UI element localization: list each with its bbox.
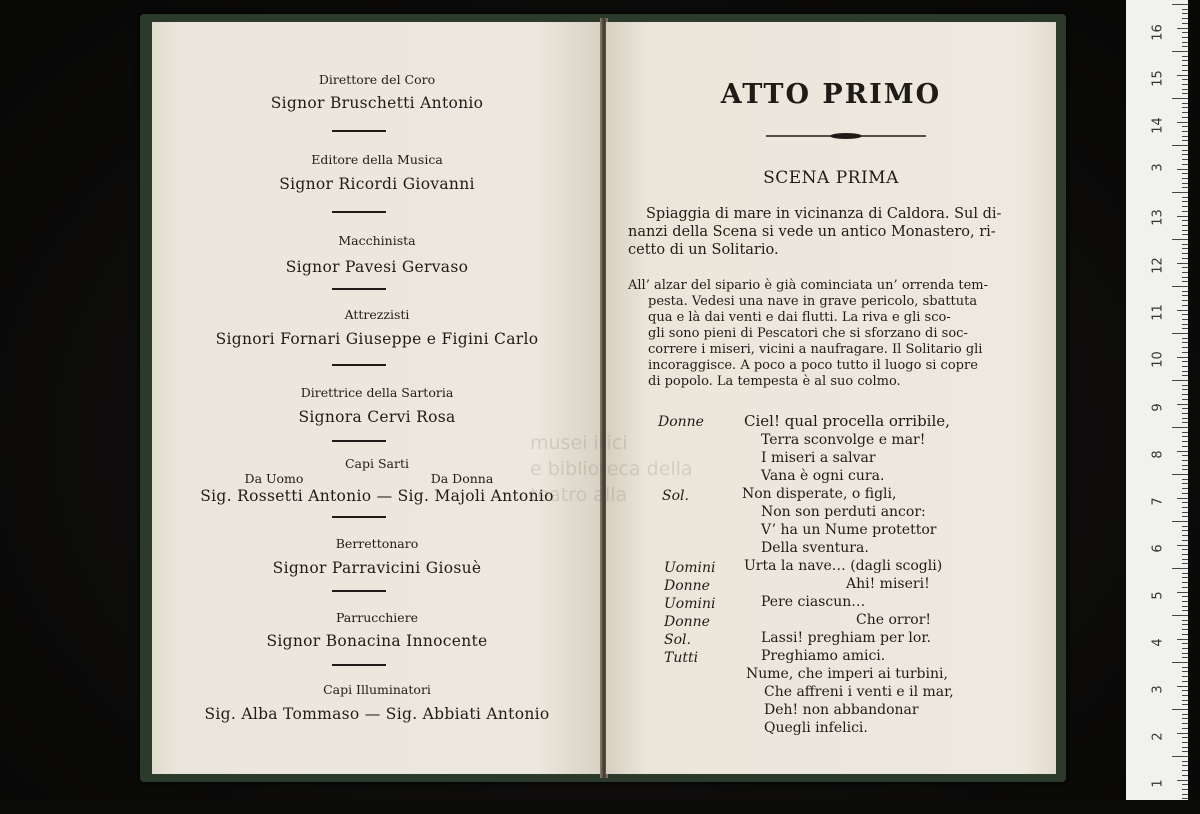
ruler-tick (1177, 639, 1188, 640)
ruler-tick (1182, 126, 1188, 127)
ruler-tick (1182, 413, 1188, 414)
ruler-tick (1182, 620, 1188, 621)
ruler-tick (1182, 465, 1188, 466)
ruler-tick (1182, 559, 1188, 560)
ruler-tick (1182, 13, 1188, 14)
credit-name: Sig. Rossetti Antonio — Sig. Majoli Antonio (200, 487, 554, 505)
ruler-tick (1172, 380, 1188, 381)
ruler-tick (1182, 634, 1188, 635)
verse-line: Non disperate, o figli, (742, 486, 897, 502)
ruler-tick (1177, 592, 1188, 593)
ruler-tick (1182, 173, 1188, 174)
verse-line: Che affreni i venti e il mar, (764, 684, 954, 700)
ruler-tick (1182, 159, 1188, 160)
ruler-tick (1177, 780, 1188, 781)
ruler-tick (1172, 756, 1188, 757)
ruler-tick (1182, 291, 1188, 292)
ruler-tick (1172, 51, 1188, 52)
verse-line: Ciel! qual procella orribile, (744, 412, 950, 430)
watermark (530, 430, 693, 508)
ruler-tick (1182, 46, 1188, 47)
stage-direction-line: correre i miseri, vicini a naufragare. Il Solitario gli (648, 342, 983, 357)
ruler-tick (1172, 333, 1188, 334)
credit-role: Direttrice della Sartoria (300, 385, 454, 400)
ruler-tick (1182, 89, 1188, 90)
verse-line: Deh! non abbandonar (764, 702, 919, 718)
ruler-mark: 10 (1150, 351, 1166, 368)
ruler-tick (1172, 4, 1188, 5)
ruler-tick (1182, 479, 1188, 480)
setting-line: nanzi della Scena si vede un antico Monastero, ri- (628, 224, 996, 240)
setting-line: cetto di un Solitario. (628, 242, 779, 258)
credit-role: Direttore del Coro (318, 72, 436, 87)
credit-role: Parrucchiere (335, 610, 419, 625)
ruler-tick (1182, 65, 1188, 66)
ruler-tick (1182, 281, 1188, 282)
ruler-tick (1182, 751, 1188, 752)
ruler-tick (1182, 502, 1188, 503)
ruler-tick (1182, 460, 1188, 461)
ornament-rule (766, 130, 926, 142)
ruler-tick (1177, 28, 1188, 29)
watermark-line: teatro alla (530, 484, 628, 506)
ruler-tick (1182, 530, 1188, 531)
ruler-tick (1182, 540, 1188, 541)
stage-direction-line: qua e là dai venti e dai flutti. La riva e gli sco- (648, 310, 951, 325)
ruler-tick (1182, 700, 1188, 701)
ruler-tick (1182, 526, 1188, 527)
ruler-mark: 9 (1150, 403, 1166, 412)
ruler-tick (1182, 704, 1188, 705)
ruler-tick (1182, 441, 1188, 442)
ruler-tick (1177, 686, 1188, 687)
verse-line: Urta la nave… (dagli scogli) (744, 558, 943, 574)
ruler-tick (1182, 549, 1188, 550)
ruler-tick (1182, 178, 1188, 179)
ruler-tick (1177, 216, 1188, 217)
ruler-mark: 16 (1150, 24, 1166, 41)
speaker-label: Donne (658, 414, 704, 430)
ruler-tick (1182, 765, 1188, 766)
ruler-tick (1172, 521, 1188, 522)
ruler-tick (1182, 164, 1188, 165)
ruler-tick (1182, 70, 1188, 71)
credit-name: Signor Parravicini Giosuè (272, 559, 482, 577)
ruler-tick (1182, 248, 1188, 249)
ruler-tick (1182, 352, 1188, 353)
verse-line: Lassi! preghiam per lor. (761, 630, 931, 646)
ruler-tick (1182, 187, 1188, 188)
scene-title: SCENA PRIMA (763, 168, 899, 188)
ruler-tick (1177, 169, 1188, 170)
ruler-tick (1182, 23, 1188, 24)
ruler-tick (1177, 545, 1188, 546)
divider (332, 440, 386, 442)
ruler-mark: 12 (1150, 257, 1166, 274)
ruler-tick (1177, 357, 1188, 358)
ruler-tick (1182, 154, 1188, 155)
ruler-tick (1182, 718, 1188, 719)
ruler-tick (1182, 117, 1188, 118)
ruler-tick (1182, 606, 1188, 607)
ruler-tick (1182, 324, 1188, 325)
speaker-label: Sol. (664, 632, 691, 648)
speaker-label: Uomini (664, 560, 716, 576)
credit-role: Macchinista (338, 233, 416, 248)
ruler-tick (1182, 408, 1188, 409)
ruler-tick (1182, 394, 1188, 395)
ruler-tick (1182, 657, 1188, 658)
ruler-tick (1182, 18, 1188, 19)
speaker-label: Tutti (664, 650, 699, 666)
ruler-tick (1182, 220, 1188, 221)
ruler-tick (1172, 427, 1188, 428)
ruler-tick (1172, 709, 1188, 710)
ruler-tick (1182, 643, 1188, 644)
setting-line: Spiaggia di mare in vicinanza di Caldora. Sul di- (646, 206, 1002, 222)
stage-direction-line: pesta. Vedesi una nave in grave pericolo, sbattuta (648, 294, 978, 309)
ruler-mark: 7 (1150, 497, 1166, 506)
ruler-mark: 13 (1150, 209, 1166, 226)
ruler-tick (1177, 263, 1188, 264)
ruler-tick (1172, 98, 1188, 99)
ruler-tick (1182, 399, 1188, 400)
verse-line: Pere ciascun… (761, 594, 866, 610)
credit-subrole: Da Donna (430, 471, 494, 486)
ruler-tick (1182, 107, 1188, 108)
ruler-tick (1182, 371, 1188, 372)
ruler-tick (1172, 568, 1188, 569)
verse-line: Quegli infelici. (764, 720, 868, 736)
stage-direction-line: gli sono pieni di Pescatori che si sforzano di soc- (648, 326, 968, 341)
ruler-tick (1182, 493, 1188, 494)
ruler-mark: 3 (1150, 685, 1166, 694)
ruler-tick (1182, 9, 1188, 10)
ruler-tick (1182, 272, 1188, 273)
ruler-tick (1182, 742, 1188, 743)
ruler-tick (1182, 469, 1188, 470)
ruler-mark: 14 (1150, 117, 1166, 134)
ruler-tick (1182, 201, 1188, 202)
ruler-tick (1182, 610, 1188, 611)
ruler-tick (1182, 648, 1188, 649)
ruler-tick (1182, 582, 1188, 583)
ruler-tick (1182, 295, 1188, 296)
credit-name: Signor Bonacina Innocente (266, 632, 488, 650)
divider (332, 516, 386, 518)
ruler-tick (1182, 230, 1188, 231)
verse-line: Della sventura. (761, 540, 869, 556)
left-page (152, 22, 602, 774)
ruler-tick (1177, 451, 1188, 452)
ruler-tick (1182, 234, 1188, 235)
ruler-tick (1182, 319, 1188, 320)
ruler-tick (1182, 389, 1188, 390)
credit-name: Signor Bruschetti Antonio (270, 94, 484, 112)
ruler-tick (1182, 112, 1188, 113)
ruler-tick (1182, 488, 1188, 489)
ruler-tick (1172, 662, 1188, 663)
credit-role: Capi Sarti (344, 456, 409, 471)
ruler-tick (1182, 747, 1188, 748)
ruler-tick (1182, 676, 1188, 677)
stage-direction-line: incoraggisce. A poco a poco tutto il luogo si copre (648, 358, 978, 373)
ruler-tick (1172, 286, 1188, 287)
ruler-tick (1182, 366, 1188, 367)
ruler-tick (1182, 42, 1188, 43)
credit-name: Sig. Alba Tommaso — Sig. Abbiati Antonio (204, 705, 550, 723)
ruler-tick (1182, 300, 1188, 301)
ruler-mark: 1 (1150, 779, 1166, 788)
divider (332, 364, 386, 366)
ruler-tick (1182, 361, 1188, 362)
ruler-tick (1182, 681, 1188, 682)
ruler-tick (1182, 455, 1188, 456)
divider (332, 211, 386, 213)
verse-line: Ahi! miseri! (846, 576, 930, 592)
ruler-tick (1182, 60, 1188, 61)
ruler-tick (1182, 183, 1188, 184)
ruler-tick (1182, 79, 1188, 80)
ruler-tick (1182, 601, 1188, 602)
credit-name: Signori Fornari Giuseppe e Figini Carlo (215, 330, 539, 348)
ruler-tick (1182, 432, 1188, 433)
ruler-tick (1177, 75, 1188, 76)
ruler-mark: 2 (1150, 732, 1166, 741)
ruler-mark: 6 (1150, 544, 1166, 553)
ruler-tick (1182, 629, 1188, 630)
ruler-tick (1182, 103, 1188, 104)
ruler-tick (1182, 775, 1188, 776)
ruler-tick (1182, 56, 1188, 57)
ruler-tick (1182, 436, 1188, 437)
verse-line: I miseri a salvar (761, 450, 876, 466)
ruler-tick (1172, 239, 1188, 240)
ruler-tick (1182, 314, 1188, 315)
measuring-ruler (1126, 0, 1188, 800)
verse-line: Preghiamo amici. (761, 648, 886, 664)
speaker-label: Donne (664, 578, 710, 594)
ruler-tick (1182, 375, 1188, 376)
ruler-mark: 8 (1150, 450, 1166, 459)
ruler-tick (1182, 798, 1188, 799)
ruler-tick (1182, 342, 1188, 343)
credit-name: Signor Pavesi Gervaso (285, 258, 469, 276)
ruler-tick (1182, 131, 1188, 132)
ruler-tick (1177, 122, 1188, 123)
ruler-tick (1182, 206, 1188, 207)
ruler-tick (1182, 211, 1188, 212)
speaker-label: Uomini (664, 596, 716, 612)
credit-name: Signor Ricordi Giovanni (279, 175, 475, 193)
ruler-tick (1182, 418, 1188, 419)
ruler-tick (1172, 474, 1188, 475)
ruler-tick (1182, 723, 1188, 724)
verse-line: V’ ha un Nume protettor (761, 522, 937, 538)
verse-line: Non son perduti ancor: (761, 504, 926, 520)
ruler-tick (1182, 770, 1188, 771)
ruler-tick (1182, 32, 1188, 33)
ruler-tick (1182, 347, 1188, 348)
ruler-tick (1182, 653, 1188, 654)
ruler-tick (1177, 310, 1188, 311)
ruler-tick (1182, 136, 1188, 137)
ruler-tick (1182, 422, 1188, 423)
ruler-tick (1182, 667, 1188, 668)
ruler-tick (1172, 145, 1188, 146)
ruler-tick (1182, 197, 1188, 198)
watermark-line: musei irici (530, 432, 628, 454)
ruler-mark: 15 (1150, 70, 1166, 87)
verse-line: Terra sconvolge e mar! (761, 432, 926, 448)
ruler-tick (1182, 690, 1188, 691)
ruler-tick (1182, 37, 1188, 38)
ruler-tick (1182, 789, 1188, 790)
ruler-mark: 5 (1150, 591, 1166, 600)
ruler-tick (1182, 794, 1188, 795)
ruler-tick (1177, 404, 1188, 405)
ruler-tick (1182, 587, 1188, 588)
ruler-tick (1182, 554, 1188, 555)
ruler-tick (1182, 84, 1188, 85)
divider (332, 590, 386, 592)
ruler-tick (1182, 516, 1188, 517)
ruler-tick (1182, 225, 1188, 226)
credit-role: Capi Illuminatori (323, 682, 431, 697)
ruler-tick (1182, 737, 1188, 738)
divider (332, 130, 386, 132)
ruler-mark: 11 (1150, 304, 1166, 321)
ruler-tick (1177, 498, 1188, 499)
credit-name: Signora Cervi Rosa (298, 408, 456, 426)
ruler-tick (1182, 305, 1188, 306)
ruler-tick (1182, 507, 1188, 508)
ruler-tick (1182, 563, 1188, 564)
ruler-tick (1182, 573, 1188, 574)
verse-line: Nume, che imperi ai turbini, (746, 666, 948, 682)
ruler-tick (1182, 267, 1188, 268)
credit-role: Attrezzisti (344, 307, 410, 322)
ruler-tick (1182, 385, 1188, 386)
ruler-tick (1182, 150, 1188, 151)
stage-direction-line: di popolo. La tempesta è al suo colmo. (648, 374, 901, 389)
ruler-tick (1182, 761, 1188, 762)
ruler-tick (1182, 140, 1188, 141)
ruler-tick (1172, 615, 1188, 616)
speaker-label: Donne (664, 614, 710, 630)
ruler-mark: 4 (1150, 638, 1166, 647)
ruler-tick (1182, 328, 1188, 329)
ruler-tick (1182, 714, 1188, 715)
ruler-tick (1182, 446, 1188, 447)
verse-line: Che orror! (856, 612, 932, 628)
ruler-tick (1182, 512, 1188, 513)
ruler-tick (1182, 577, 1188, 578)
credit-role: Berrettonaro (335, 536, 419, 551)
ruler-tick (1182, 258, 1188, 259)
act-title: ATTO PRIMO (720, 79, 942, 110)
ruler-tick (1182, 338, 1188, 339)
divider (332, 288, 386, 290)
right-page (606, 22, 1056, 774)
ruler-tick (1182, 671, 1188, 672)
ruler-tick (1182, 624, 1188, 625)
ruler-tick (1182, 535, 1188, 536)
ruler-tick (1182, 93, 1188, 94)
divider (332, 664, 386, 666)
ruler-tick (1182, 277, 1188, 278)
ruler-tick (1182, 596, 1188, 597)
ruler-tick (1177, 733, 1188, 734)
verse-line: Vana è ogni cura. (761, 468, 885, 484)
ruler-tick (1172, 192, 1188, 193)
stage-direction-line: All’ alzar del sipario è già cominciata un’ orrenda tem- (628, 278, 988, 293)
credit-role: Editore della Musica (311, 152, 443, 167)
ruler-tick (1182, 695, 1188, 696)
watermark-line: e biblioteca della (530, 458, 693, 480)
ruler-tick (1182, 483, 1188, 484)
ruler-mark: 3 (1150, 163, 1166, 172)
speaker-label: Sol. (662, 488, 689, 504)
ruler-tick (1182, 244, 1188, 245)
ruler-tick (1182, 253, 1188, 254)
ruler-tick (1182, 784, 1188, 785)
ruler-tick (1182, 728, 1188, 729)
credit-subrole: Da Uomo (244, 471, 304, 486)
